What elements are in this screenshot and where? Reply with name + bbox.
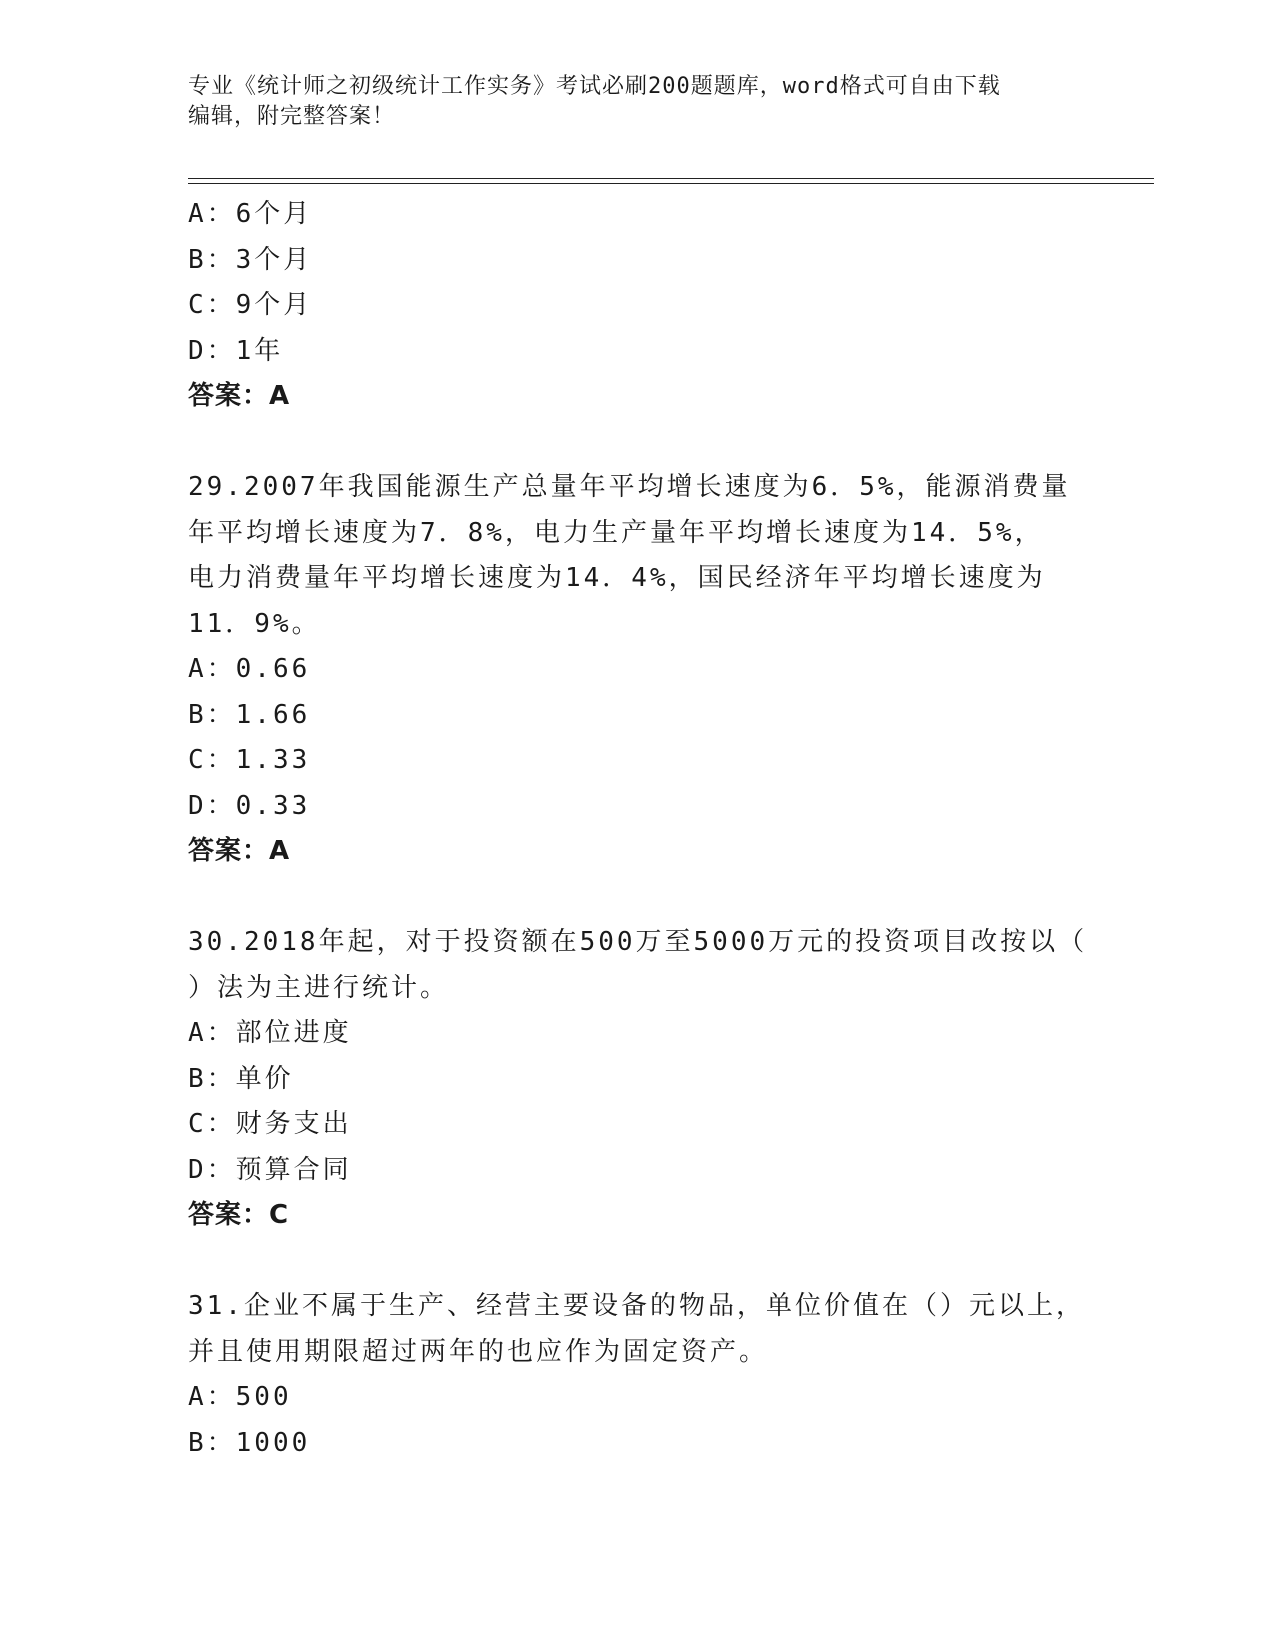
question-stem-line: 30.2018年起，对于投资额在500万至5000万元的投资项目改按以（ bbox=[188, 927, 1088, 957]
option-a: A：0.66 bbox=[188, 654, 311, 684]
question-29 bbox=[188, 465, 1071, 875]
option-c: C：9个月 bbox=[188, 290, 313, 320]
question-stem-line: 并且使用期限超过两年的也应作为固定资产。 bbox=[188, 1336, 769, 1367]
header-title-line-1: 专业《统计师之初级统计工作实务》考试必刷200题题库，word格式可自由下载 bbox=[188, 74, 1001, 99]
option-b: B：1.66 bbox=[188, 699, 311, 730]
question-stem-line: 11．9%。 bbox=[188, 608, 321, 639]
question-spacer bbox=[188, 420, 1068, 466]
option-b: B：3个月 bbox=[188, 244, 313, 275]
document-header bbox=[188, 72, 1078, 132]
question-stem-line: 31.企业不属于生产、经营主要设备的物品，单位价值在（）元以上， bbox=[188, 1291, 1085, 1321]
question-list bbox=[188, 192, 1088, 1466]
option-b: B：单价 bbox=[188, 1063, 294, 1094]
question-stem-line: 电力消费量年平均增长速度为14．4%，国民经济年平均增长速度为 bbox=[188, 563, 1046, 593]
option-a: A：6个月 bbox=[188, 199, 313, 229]
option-c: C：1.33 bbox=[188, 745, 311, 775]
answer-label: 答案：A bbox=[188, 836, 291, 866]
option-d: D：1年 bbox=[188, 335, 284, 366]
question-stem-line: ）法为主进行统计。 bbox=[188, 972, 450, 1003]
option-a: A：500 bbox=[188, 1382, 292, 1412]
question-28 bbox=[188, 192, 1068, 420]
header-title-line-2: 编辑，附完整答案！ bbox=[188, 104, 396, 129]
answer-label: 答案：A bbox=[188, 381, 291, 411]
question-stem-line: 年平均增长速度为7．8%，电力生产量年平均增长速度为14．5%， bbox=[188, 517, 1044, 548]
question-30 bbox=[188, 920, 1088, 1239]
answer-label: 答案：C bbox=[188, 1200, 290, 1230]
option-c: C：财务支出 bbox=[188, 1109, 352, 1139]
option-a: A：部位进度 bbox=[188, 1018, 352, 1048]
question-stem-line: 29.2007年我国能源生产总量年平均增长速度为6．5%，能源消费量 bbox=[188, 472, 1071, 502]
option-b: B：1000 bbox=[188, 1427, 311, 1458]
question-spacer bbox=[188, 1239, 1068, 1285]
option-d: D：0.33 bbox=[188, 790, 311, 821]
question-31 bbox=[188, 1284, 1085, 1466]
option-d: D：预算合同 bbox=[188, 1154, 352, 1185]
question-spacer bbox=[188, 875, 1068, 921]
header-divider bbox=[188, 178, 1154, 184]
